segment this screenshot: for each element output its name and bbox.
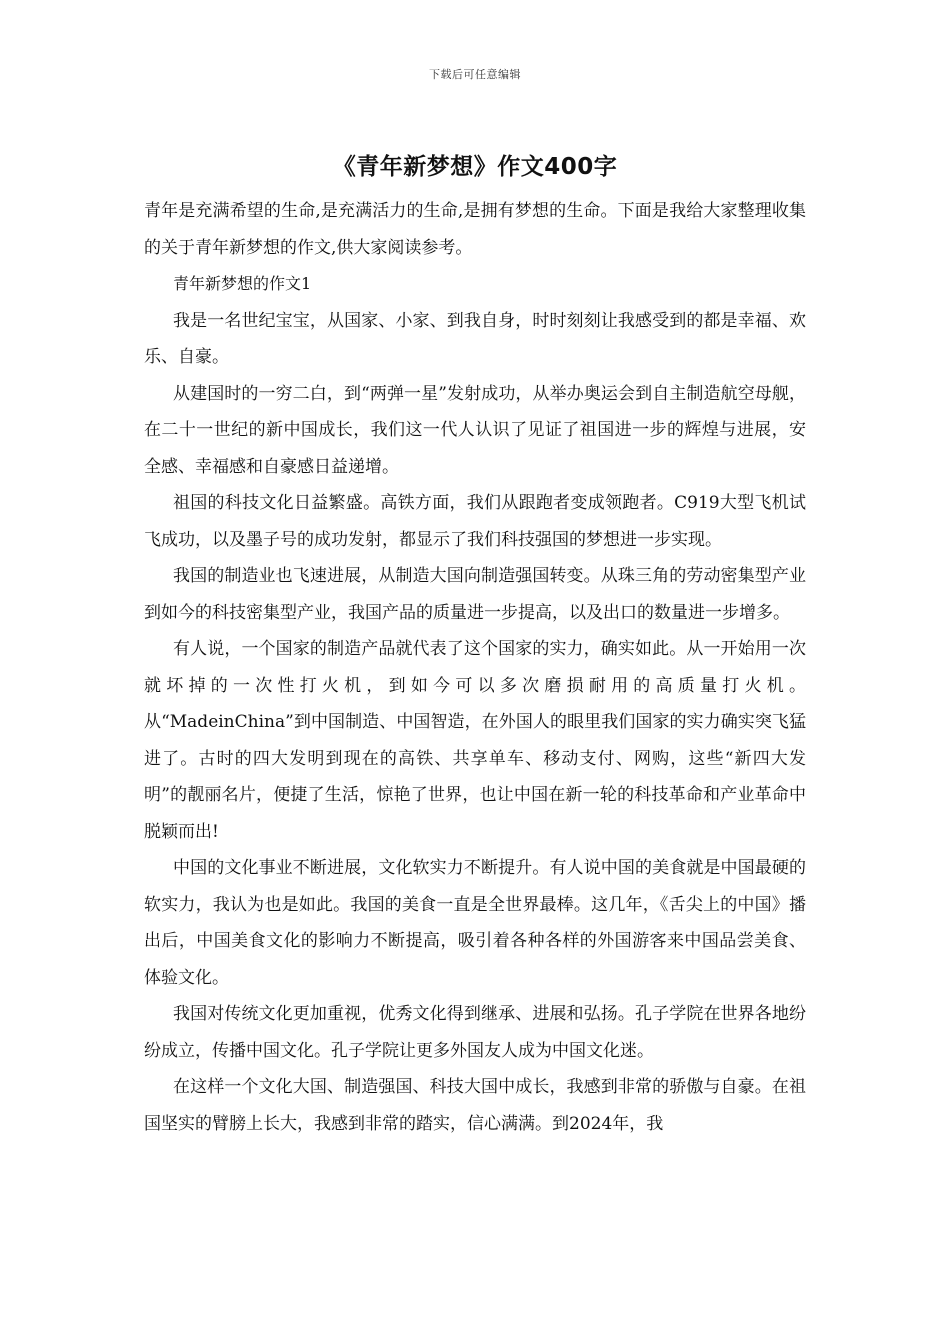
- body-paragraph: 我是一名世纪宝宝，从国家、小家、到我自身，时时刻刻让我感受到的都是幸福、欢乐、自豪。: [144, 310, 806, 367]
- body-paragraph: 祖国的科技文化日益繁盛。高铁方面，我们从跟跑者变成领跑者。C919大型飞机试飞成功，以及墨子号的成功发射，都显示了我们科技强国的梦想进一步实现。: [144, 493, 806, 550]
- page-title: 《青年新梦想》作文400字: [332, 154, 618, 180]
- body-paragraph: 我国对传统文化更加重视，优秀文化得到继承、进展和弘扬。孔子学院在世界各地纷纷成立，传播中国文化。孔子学院让更多外国友人成为中国文化迷。: [144, 1004, 806, 1061]
- body-paragraph: 从建国时的一穷二白，到“两弹一星”发射成功，从举办奥运会到自主制造航空母舰，在二十一世纪的新中国成长，我们这一代人认识了见证了祖国进一步的辉煌与进展，安全感、幸福感和自豪感日益递增。: [144, 383, 806, 477]
- intro-paragraph: 青年是充满希望的生命,是充满活力的生命,是拥有梦想的生命。下面是我给大家整理收集的关于青年新梦想的作文,供大家阅读参考。: [144, 201, 806, 258]
- section-heading: 青年新梦想的作文1: [173, 274, 312, 293]
- header-note: 下载后可任意编辑: [429, 68, 521, 81]
- body-paragraph: 有人说，一个国家的制造产品就代表了这个国家的实力，确实如此。从一开始用一次就坏掉的一次性打火机，到如今可以多次磨损耐用的高质量打火机。从“MadeinChina”到中国制造、中国智造，在外国人的眼里我们国家的实力确实突飞猛进了。古时的四大发明到现在的高铁、共享单车、移动支付、网购，这些“新四大发明”的靓丽名片，便捷了生活，惊艳了世界，也让中国在新一轮的科技革命和产业革命中脱颖而出!: [144, 639, 806, 842]
- document-body: [144, 193, 806, 1142]
- body-paragraph: 我国的制造业也飞速进展，从制造大国向制造强国转变。从珠三角的劳动密集型产业到如今的科技密集型产业，我国产品的质量进一步提高，以及出口的数量进一步增多。: [144, 566, 806, 623]
- body-paragraph: 中国的文化事业不断进展，文化软实力不断提升。有人说中国的美食就是中国最硬的软实力，我认为也是如此。我国的美食一直是全世界最棒。这几年，《舌尖上的中国》播出后，中国美食文化的影响力不断提高，吸引着各种各样的外国游客来中国品尝美食、体验文化。: [144, 858, 806, 988]
- body-paragraph: 在这样一个文化大国、制造强国、科技大国中成长，我感到非常的骄傲与自豪。在祖国坚实的臂膀上长大，我感到非常的踏实，信心满满。到2024年，我: [144, 1077, 806, 1134]
